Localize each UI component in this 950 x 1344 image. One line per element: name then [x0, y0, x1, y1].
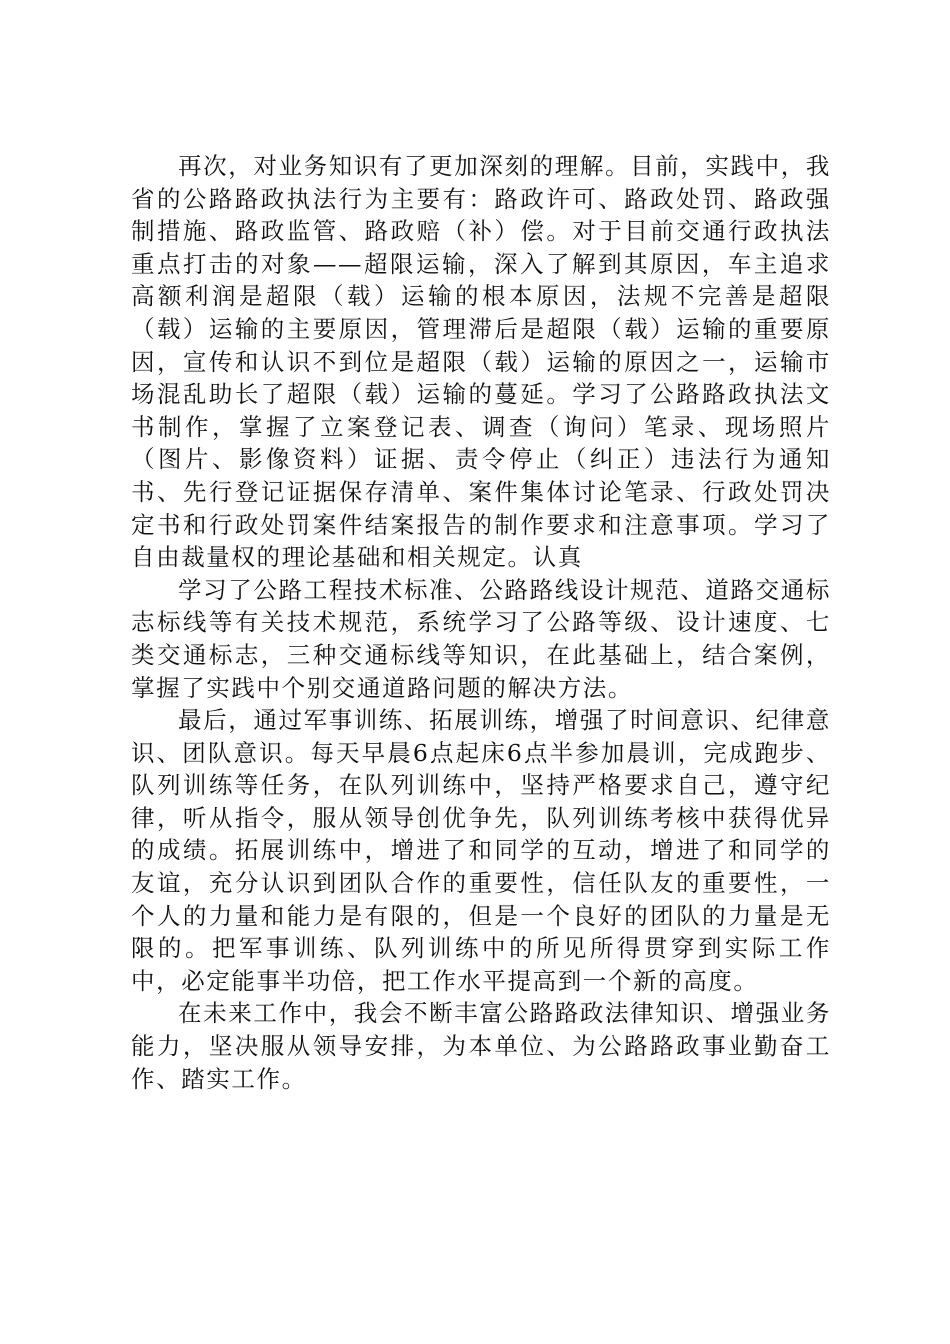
paragraph-business-knowledge: 再次，对业务知识有了更加深刻的理解。目前，实践中，我省的公路路政执法行为主要有：路政许可、路政处罚、路政强制措施、路政监管、路政赔（补）偿。对于目前交通行政执法重点打击的对象——超限运输，深入了解到其原因，车主追求高额利润是超限（载）运输的根本原因，法规不完善是超限（载）运输的主要原因，管理滞后是超限（载）运输的重要原因，宣传和认识不到位是超限（载）运输的原因之一，运输市场混乱助长了超限（载）运输的蔓延。学习了公路路政执法文书制作，掌握了立案登记表、调查（询问）笔录、现场照片（图片、影像资料）证据、责令停止（纠正）违法行为通知书、先行登记证据保存清单、案件集体讨论笔录、行政处罚决定书和行政处罚案件结案报告的制作要求和注意事项。学习了自由裁量权的理论基础和相关规定。认真: [131, 152, 831, 572]
paragraph-future-work: 在未来工作中，我会不断丰富公路路政法律知识、增强业务能力，坚决服从领导安排，为本单位、为公路路政事业勤奋工作、踏实工作。: [131, 999, 831, 1093]
paragraph-technical-standards: 学习了公路工程技术标准、公路路线设计规范、道路交通标志标线等有关技术规范，系统学习了公路等级、设计速度、七类交通标志，三种交通标线等知识，在此基础上，结合案例，掌握了实践中个别交通道路问题的解决方法。: [131, 575, 831, 702]
paragraph-military-training: 最后，通过军事训练、拓展训练，增强了时间意识、纪律意识、团队意识。每天早晨6点起床6点半参加晨训，完成跑步、队列训练等任务，在队列训练中，坚持严格要求自己，遵守纪律，听从指令，服从领导创优争先，队列训练考核中获得优异的成绩。拓展训练中，增进了和同学的互动，增进了和同学的友谊，充分认识到团队合作的重要性，信任队友的重要性，一个人的力量和能力是有限的，但是一个良好的团队的力量是无限的。把军事训练、队列训练中的所见所得贯穿到实际工作中，必定能事半功倍，把工作水平提高到一个新的高度。: [131, 706, 831, 995]
document-body: [131, 150, 831, 1095]
